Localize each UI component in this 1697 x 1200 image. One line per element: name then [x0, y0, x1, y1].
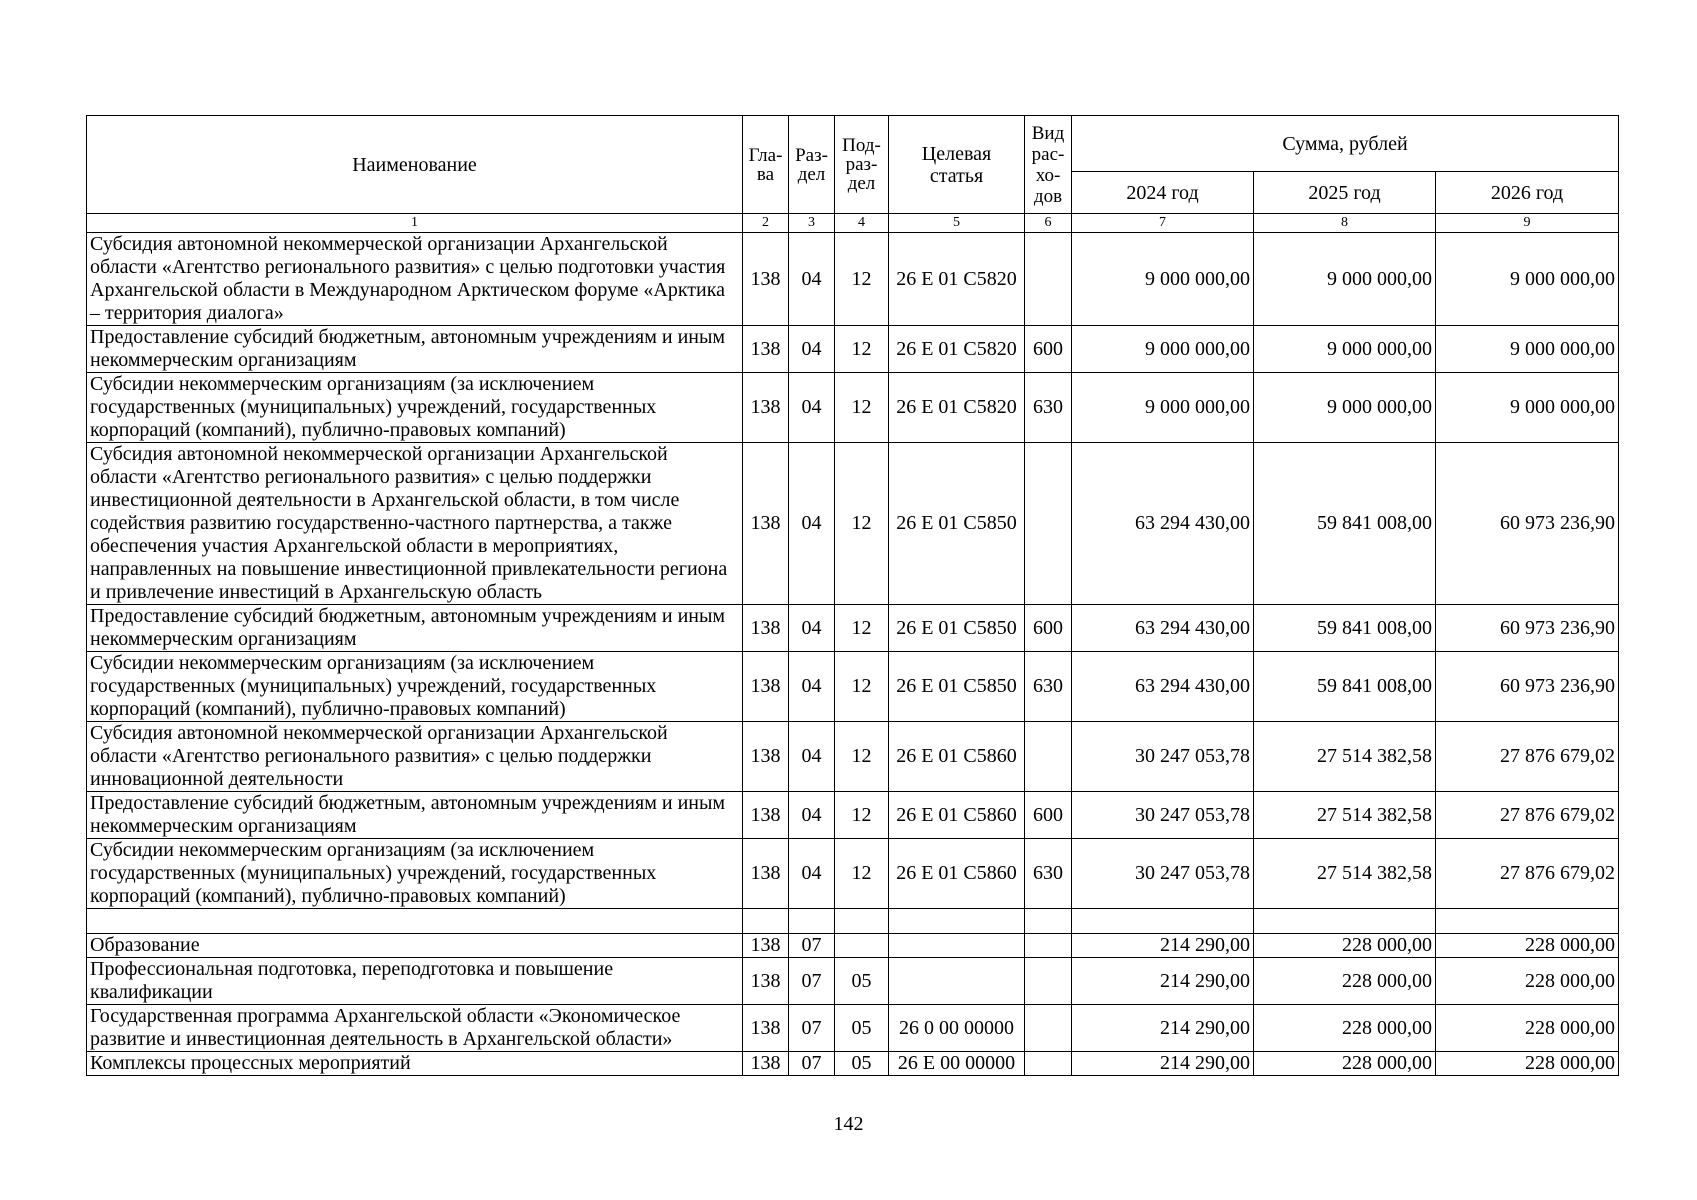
row-expense-type	[1025, 233, 1072, 326]
row-expense-type: 630	[1025, 839, 1072, 909]
row-subsection: 05	[835, 958, 889, 1005]
row-section: 07	[789, 958, 835, 1005]
column-number-row	[87, 214, 1619, 233]
row-target: 26 Е 01 С5860	[889, 839, 1025, 909]
table-row	[87, 934, 1619, 958]
column-number: 4	[835, 214, 889, 233]
row-amount-2025: 228 000,00	[1254, 1052, 1436, 1076]
row-amount-2024: 214 290,00	[1072, 1005, 1254, 1052]
row-amount-2025: 27 514 382,58	[1254, 722, 1436, 792]
row-subsection: 05	[835, 1005, 889, 1052]
row-name: Государственная программа Архангельской области «Экономическое развитие и инвестиционная деятельность в Архангельской области»	[87, 1005, 743, 1052]
row-target: 26 Е 01 С5820	[889, 326, 1025, 373]
row-target: 26 Е 01 С5860	[889, 792, 1025, 839]
row-amount-2025: 9 000 000,00	[1254, 373, 1436, 443]
table-row	[87, 1005, 1619, 1052]
row-section: 04	[789, 326, 835, 373]
row-section: 04	[789, 652, 835, 722]
row-amount-2026: 228 000,00	[1436, 934, 1619, 958]
row-amount-2024: 30 247 053,78	[1072, 722, 1254, 792]
table-row	[87, 958, 1619, 1005]
table-row	[87, 373, 1619, 443]
row-target	[889, 934, 1025, 958]
row-chapter: 138	[743, 1052, 789, 1076]
row-target: 26 0 00 00000	[889, 1005, 1025, 1052]
table-row	[87, 326, 1619, 373]
row-amount-2026: 60 973 236,90	[1436, 652, 1619, 722]
row-expense-type	[1025, 1052, 1072, 1076]
row-amount-2026: 9 000 000,00	[1436, 233, 1619, 326]
row-chapter	[743, 909, 789, 934]
row-amount-2025: 59 841 008,00	[1254, 605, 1436, 652]
row-section: 04	[789, 839, 835, 909]
table-row	[87, 792, 1619, 839]
row-target: 26 Е 01 С5850	[889, 605, 1025, 652]
row-chapter: 138	[743, 443, 789, 605]
row-chapter: 138	[743, 605, 789, 652]
row-subsection: 12	[835, 443, 889, 605]
row-name: Комплексы процессных мероприятий	[87, 1052, 743, 1076]
header-expense-type: Вид рас- хо- дов	[1025, 116, 1072, 214]
row-target: 26 Е 01 С5860	[889, 722, 1025, 792]
row-chapter: 138	[743, 934, 789, 958]
header-target: Целевая статья	[889, 116, 1025, 214]
row-amount-2024: 30 247 053,78	[1072, 839, 1254, 909]
row-amount-2026: 228 000,00	[1436, 1005, 1619, 1052]
row-expense-type	[1025, 909, 1072, 934]
row-amount-2025	[1254, 909, 1436, 934]
row-expense-type: 630	[1025, 652, 1072, 722]
row-subsection: 12	[835, 605, 889, 652]
row-amount-2025: 59 841 008,00	[1254, 443, 1436, 605]
row-section: 07	[789, 1052, 835, 1076]
row-amount-2025: 228 000,00	[1254, 934, 1436, 958]
row-subsection	[835, 909, 889, 934]
row-expense-type	[1025, 1005, 1072, 1052]
row-subsection: 12	[835, 326, 889, 373]
row-expense-type: 600	[1025, 326, 1072, 373]
row-target: 26 Е 01 С5820	[889, 233, 1025, 326]
row-amount-2024: 63 294 430,00	[1072, 652, 1254, 722]
row-amount-2026: 27 876 679,02	[1436, 792, 1619, 839]
column-number: 2	[743, 214, 789, 233]
row-amount-2024: 9 000 000,00	[1072, 233, 1254, 326]
table-row	[87, 722, 1619, 792]
row-chapter: 138	[743, 1005, 789, 1052]
row-chapter: 138	[743, 839, 789, 909]
row-target	[889, 958, 1025, 1005]
row-target: 26 Е 00 00000	[889, 1052, 1025, 1076]
header-year-2024: 2024 год	[1072, 172, 1254, 214]
row-subsection: 12	[835, 722, 889, 792]
row-subsection: 12	[835, 233, 889, 326]
page-number: 142	[833, 1113, 864, 1135]
header-section: Раз- дел	[789, 116, 835, 214]
row-expense-type	[1025, 934, 1072, 958]
row-name: Субсидия автономной некоммерческой организации Архангельской области «Агентство регионального развития» с целью подготовки участия Архангельской области в Международном Арктическом форуме «Арктика – территория диалога»	[87, 233, 743, 326]
row-name: Профессиональная подготовка, переподготовка и повышение квалификации	[87, 958, 743, 1005]
row-target	[889, 909, 1025, 934]
row-expense-type: 630	[1025, 373, 1072, 443]
row-chapter: 138	[743, 958, 789, 1005]
row-amount-2025: 27 514 382,58	[1254, 839, 1436, 909]
column-number: 1	[87, 214, 743, 233]
row-section: 04	[789, 233, 835, 326]
row-subsection	[835, 934, 889, 958]
row-name	[87, 909, 743, 934]
column-number: 9	[1436, 214, 1619, 233]
row-amount-2026: 9 000 000,00	[1436, 373, 1619, 443]
row-amount-2025: 228 000,00	[1254, 1005, 1436, 1052]
row-amount-2024: 63 294 430,00	[1072, 605, 1254, 652]
row-chapter: 138	[743, 233, 789, 326]
row-chapter: 138	[743, 373, 789, 443]
row-amount-2024	[1072, 909, 1254, 934]
row-section: 07	[789, 934, 835, 958]
header-chapter: Гла- ва	[743, 116, 789, 214]
budget-table	[86, 115, 1619, 1076]
row-chapter: 138	[743, 722, 789, 792]
row-name: Субсидии некоммерческим организациям (за исключением государственных (муниципальных) учреждений, государственных корпораций (компаний), публично-правовых компаний)	[87, 652, 743, 722]
column-number: 7	[1072, 214, 1254, 233]
row-amount-2024: 214 290,00	[1072, 1052, 1254, 1076]
column-number: 5	[889, 214, 1025, 233]
row-section: 04	[789, 605, 835, 652]
row-section: 04	[789, 443, 835, 605]
row-target: 26 Е 01 С5820	[889, 373, 1025, 443]
row-section	[789, 909, 835, 934]
row-name: Субсидии некоммерческим организациям (за исключением государственных (муниципальных) учреждений, государственных корпораций (компаний), публично-правовых компаний)	[87, 839, 743, 909]
table-row	[87, 605, 1619, 652]
row-amount-2025: 228 000,00	[1254, 958, 1436, 1005]
header-year-2026: 2026 год	[1436, 172, 1619, 214]
row-amount-2026: 228 000,00	[1436, 1052, 1619, 1076]
row-amount-2024: 9 000 000,00	[1072, 373, 1254, 443]
row-subsection: 12	[835, 839, 889, 909]
row-expense-type: 600	[1025, 792, 1072, 839]
row-amount-2026: 228 000,00	[1436, 958, 1619, 1005]
row-amount-2024: 214 290,00	[1072, 958, 1254, 1005]
table-row	[87, 1052, 1619, 1076]
row-subsection: 05	[835, 1052, 889, 1076]
column-number: 6	[1025, 214, 1072, 233]
row-amount-2026: 9 000 000,00	[1436, 326, 1619, 373]
row-amount-2024: 9 000 000,00	[1072, 326, 1254, 373]
row-section: 04	[789, 373, 835, 443]
row-subsection: 12	[835, 652, 889, 722]
row-subsection: 12	[835, 792, 889, 839]
row-chapter: 138	[743, 326, 789, 373]
row-chapter: 138	[743, 792, 789, 839]
row-expense-type	[1025, 443, 1072, 605]
row-amount-2025: 59 841 008,00	[1254, 652, 1436, 722]
table-row	[87, 652, 1619, 722]
header-year-2025: 2025 год	[1254, 172, 1436, 214]
row-name: Субсидия автономной некоммерческой организации Архангельской области «Агентство регионального развития» с целью поддержки инновационной деятельности	[87, 722, 743, 792]
header-sum: Сумма, рублей	[1072, 116, 1619, 172]
row-amount-2026: 27 876 679,02	[1436, 722, 1619, 792]
row-expense-type: 600	[1025, 605, 1072, 652]
table-header	[87, 116, 1619, 233]
row-amount-2024: 30 247 053,78	[1072, 792, 1254, 839]
row-amount-2026: 60 973 236,90	[1436, 605, 1619, 652]
table-row	[87, 233, 1619, 326]
row-amount-2025: 9 000 000,00	[1254, 233, 1436, 326]
header-name: Наименование	[87, 116, 743, 214]
row-amount-2025: 9 000 000,00	[1254, 326, 1436, 373]
row-target: 26 Е 01 С5850	[889, 443, 1025, 605]
row-chapter: 138	[743, 652, 789, 722]
row-section: 04	[789, 722, 835, 792]
table-row	[87, 443, 1619, 605]
row-section: 04	[789, 792, 835, 839]
row-amount-2026: 27 876 679,02	[1436, 839, 1619, 909]
column-number: 3	[789, 214, 835, 233]
row-amount-2026: 60 973 236,90	[1436, 443, 1619, 605]
row-amount-2026	[1436, 909, 1619, 934]
row-subsection: 12	[835, 373, 889, 443]
row-target: 26 Е 01 С5850	[889, 652, 1025, 722]
row-name: Субсидии некоммерческим организациям (за исключением государственных (муниципальных) учреждений, государственных корпораций (компаний), публично-правовых компаний)	[87, 373, 743, 443]
row-expense-type	[1025, 722, 1072, 792]
column-number: 8	[1254, 214, 1436, 233]
row-name: Предоставление субсидий бюджетным, автономным учреждениям и иным некоммерческим организациям	[87, 605, 743, 652]
row-expense-type	[1025, 958, 1072, 1005]
table-row	[87, 839, 1619, 909]
row-section: 07	[789, 1005, 835, 1052]
row-name: Предоставление субсидий бюджетным, автономным учреждениям и иным некоммерческим организациям	[87, 792, 743, 839]
row-name: Образование	[87, 934, 743, 958]
row-amount-2025: 27 514 382,58	[1254, 792, 1436, 839]
row-amount-2024: 214 290,00	[1072, 934, 1254, 958]
header-subsection: Под- раз- дел	[835, 116, 889, 214]
table-body	[87, 233, 1619, 1076]
row-amount-2024: 63 294 430,00	[1072, 443, 1254, 605]
row-name: Субсидия автономной некоммерческой организации Архангельской области «Агентство регионального развития» с целью поддержки инвестиционной деятельности в Архангельской области, в том числе содействия развитию государственно-частного партнерства, а также обеспечения участия Архангельской области в мероприятиях, направленных на повышение инвестиционной привлекательности региона и привлечение инвестиций в Архангельскую область	[87, 443, 743, 605]
table-row	[87, 909, 1619, 934]
row-name: Предоставление субсидий бюджетным, автономным учреждениям и иным некоммерческим организациям	[87, 326, 743, 373]
